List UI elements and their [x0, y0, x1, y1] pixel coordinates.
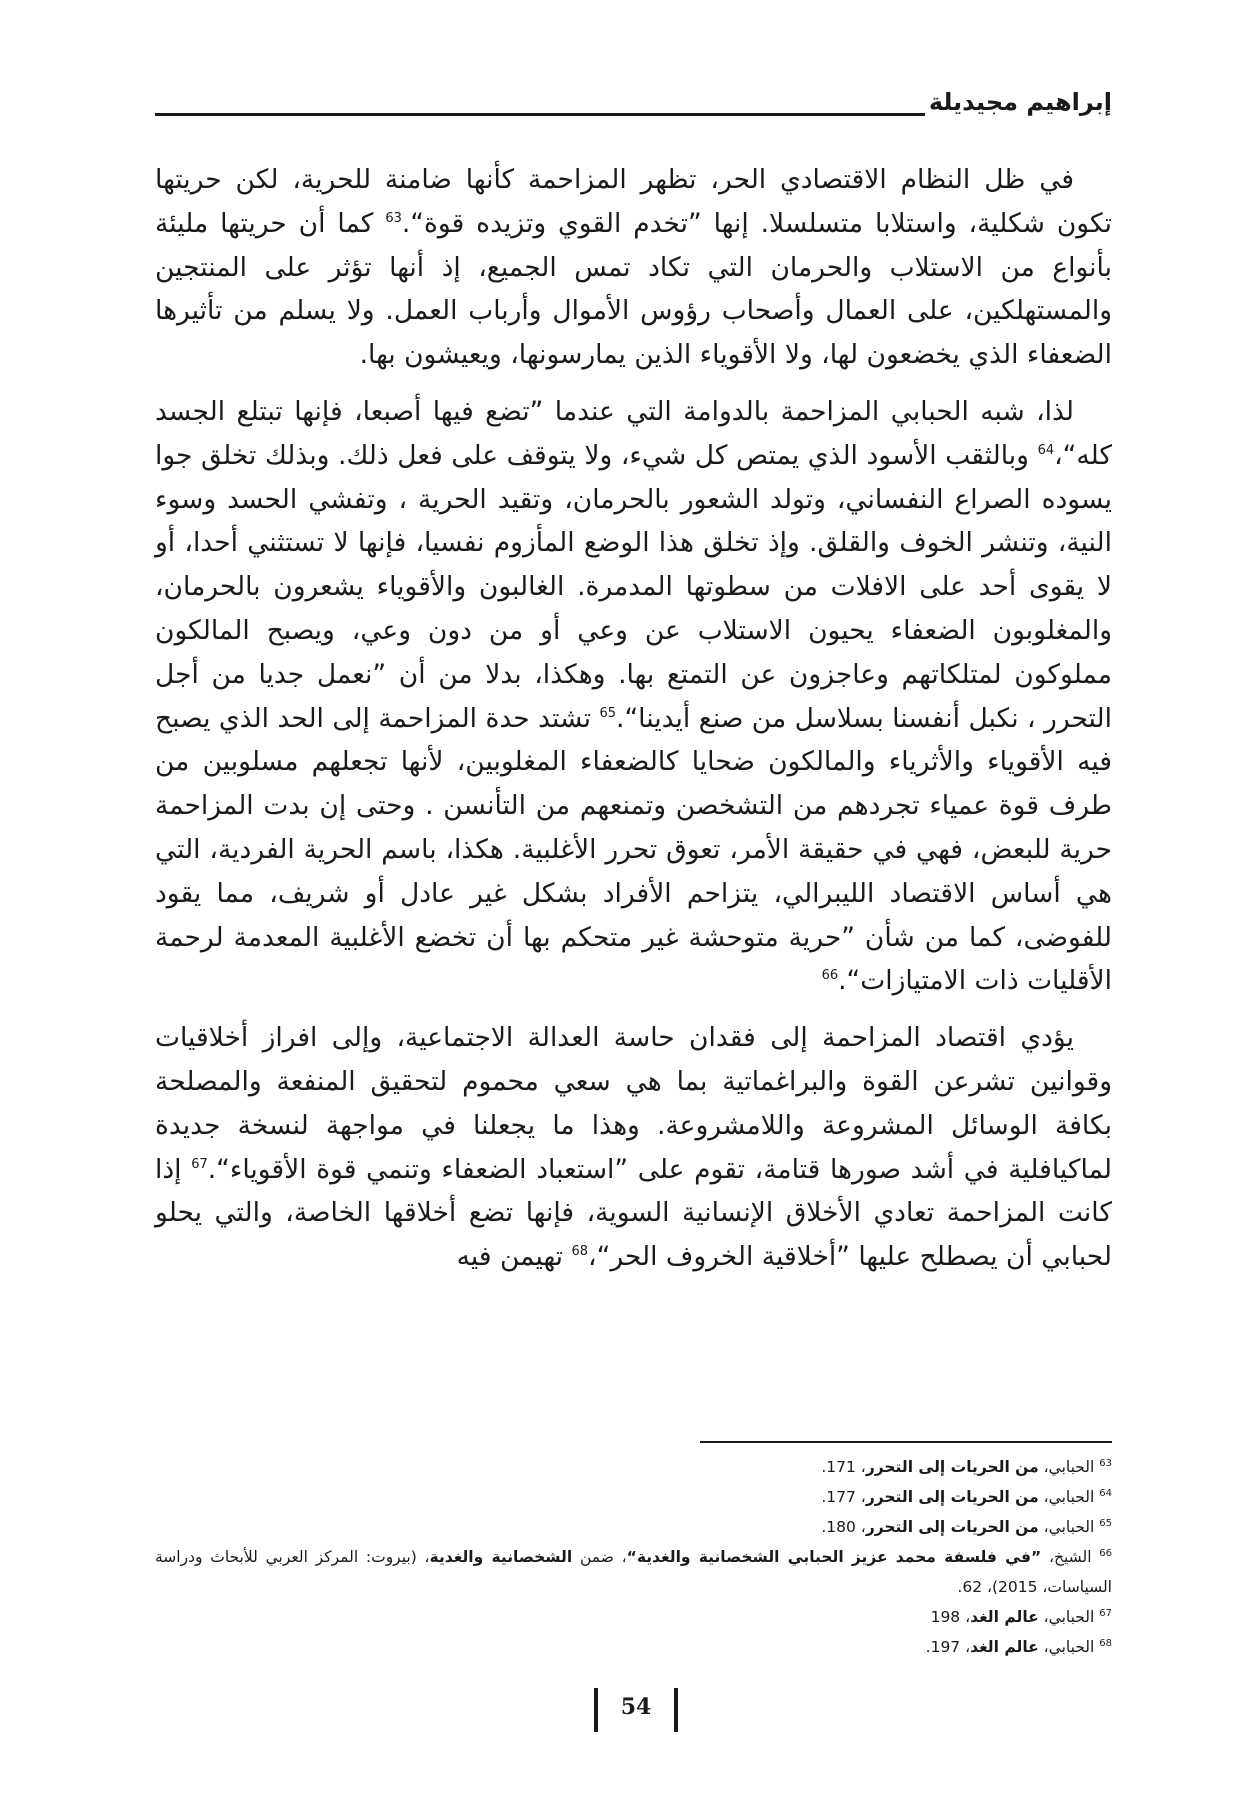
- paragraph-3-part-b: إذا كانت المزاحمة تعادي الأخلاق الإنسانية السوية، فإنها تضع أخلاقها الخاصة، والتي يحلو لحبابي أن يصطلح عليها ”أخلاقية الخروف الحر“،: [155, 1153, 1112, 1273]
- footnote-title: من الحريات إلى التحرر: [865, 1518, 1039, 1536]
- footnote-ref-67[interactable]: 67: [191, 1156, 208, 1172]
- footnote-title: عالم الغد: [970, 1608, 1039, 1626]
- footnote-64: [155, 1482, 1112, 1512]
- paragraph-3: [155, 1016, 1112, 1279]
- running-header: [155, 88, 1112, 116]
- footnote-page: ، 198: [930, 1608, 971, 1626]
- main-text: [155, 158, 1112, 1292]
- footnote-author: الحبابي،: [1038, 1488, 1100, 1506]
- footnote-ref-65[interactable]: 65: [599, 705, 617, 721]
- paragraph-2-part-a: لذا، شبه الحبابي المزاحمة بالدوامة التي عندما ”تضع فيها أصبعا، فإنها تبتلع الجسد كله“،: [155, 395, 1112, 471]
- footnote-title: عالم الغد: [970, 1638, 1039, 1656]
- paragraph-1: [155, 158, 1112, 377]
- footnote-number: 67: [1099, 1607, 1112, 1619]
- header-author-name: إبراهيم مجيديلة: [925, 88, 1112, 116]
- footnote-publication: ، (بيروت: المركز العربي للأبحاث ودراسة السياسات، 2015)، 62.: [155, 1548, 1112, 1596]
- footnote-number: 68: [1099, 1637, 1112, 1649]
- footnote-title: من الحريات إلى التحرر: [865, 1458, 1039, 1476]
- footnote-ref-66[interactable]: 66: [821, 968, 839, 984]
- footnote-author: الحبابي،: [1038, 1458, 1100, 1476]
- footnote-number: 64: [1099, 1487, 1112, 1499]
- footnote-67: [155, 1602, 1112, 1632]
- paragraph-1-part-b: كما أن حريتها مليئة بأنواع من الاستلاب والحرمان التي تكاد تمس الجميع، إذ أنها تؤثر على المنتجين والمستهلكين، على العمال وأصحاب رؤوس الأموال وأرباب العمل. ولا يسلم من تأثيرها الضعفاء الذي يخضعون لها، ولا الأقوياء الذين يمارسونها، ويعيشون بها.: [155, 207, 1112, 371]
- footnote-within: ، ضمن: [572, 1548, 627, 1566]
- footnote-number: 63: [1099, 1457, 1112, 1469]
- footnote-page: ، 180.: [821, 1518, 866, 1536]
- paragraph-1-part-a: في ظل النظام الاقتصادي الحر، تظهر المزاحمة كأنها ضامنة للحرية، لكن حريتها تكون شكلية، واستلابا متسلسلا. إنها ”تخدم القوي وتزيده قوة“.: [155, 164, 1112, 239]
- footnote-author: الشيخ،: [1041, 1548, 1100, 1566]
- paragraph-2-part-b: وبالثقب الأسود الذي يمتص كل شيء، ولا يتوقف على فعل ذلك. وبذلك تخلق جوا يسوده الصراع النفساني، وتولد الشعور بالحرمان، وتقيد الحرية ، وتفشي الحسد وسوء النية، وتنشر الخوف والقلق. وإذ تخلق هذا الوضع المأزوم نفسيا، فإنها لا تستثني أحدا، أو لا يقوى أحد على الافلات من سطوتها المدمرة. الغالبون والأقوياء يشعرون بالحرمان، والمغلوبون الضعفاء يحيون الاستلاب عن وعي أو من دون وعي، ويصبح المالكون مملوكون لمتلكاتهم وعاجزون عن التمتع بها. وهكذا، بدلا من أن ”نعمل جديا من أجل التحرر ، نكبل أنفسنا بسلاسل من صنع أيدينا“.: [155, 439, 1112, 734]
- footnote-author: الحبابي،: [1038, 1518, 1100, 1536]
- footnote-68: [155, 1632, 1112, 1662]
- paragraph-3-part-a: يؤدي اقتصاد المزاحمة إلى فقدان حاسة العدالة الاجتماعية، وإلى افراز أخلاقيات وقوانين تشرعن القوة والبراغماتية بما هي سعي محموم لتحقيق المنفعة والمصلحة بكافة الوسائل المشروعة واللامشروعة. وهذا ما يجعلنا في مواجهة لنسخة جديدة لماكيافلية في أشد صورها قتامة، تقوم على ”استعباد الضعفاء وتنمي قوة الأقوياء“.: [155, 1022, 1113, 1185]
- footnotes: [155, 1452, 1112, 1662]
- page-number: 54: [620, 1694, 652, 1720]
- paragraph-3-part-c: تهيمن فيه: [456, 1241, 572, 1273]
- footnote-number: 65: [1099, 1517, 1112, 1529]
- footnote-book-title: الشخصانية والغدية: [429, 1548, 573, 1566]
- footnote-65: [155, 1512, 1112, 1542]
- footnote-page: ، 177.: [821, 1488, 866, 1506]
- footnote-63: [155, 1452, 1112, 1482]
- footnote-page: ، 197.: [925, 1638, 971, 1656]
- footnote-page: ، 171.: [821, 1458, 866, 1476]
- paragraph-2: [155, 390, 1112, 1003]
- footnote-title: من الحريات إلى التحرر: [865, 1488, 1039, 1506]
- footnote-separator: [700, 1441, 1112, 1443]
- footnote-author: الحبابي،: [1038, 1608, 1100, 1626]
- footnote-ref-64[interactable]: 64: [1037, 442, 1055, 458]
- footnote-number: 66: [1099, 1547, 1112, 1559]
- page-number-block: [594, 1688, 678, 1732]
- footnote-title: ”في فلسفة محمد عزيز الحبابي الشخصانية والغدية“: [626, 1548, 1042, 1566]
- footnote-66: [155, 1542, 1112, 1602]
- page-number-right-bar: [674, 1688, 678, 1732]
- footnote-author: الحبابي،: [1038, 1638, 1100, 1656]
- footnote-ref-68[interactable]: 68: [571, 1244, 589, 1260]
- footnote-ref-63[interactable]: 63: [385, 210, 402, 226]
- paragraph-2-part-c: تشتد حدة المزاحمة إلى الحد الذي يصبح فيه الأقوياء والأثرياء والمالكون ضحايا كالضعفاء المغلوبين، لأنها تجعلهم مسلوبين من طرف قوة عمياء تجردهم من التشخصن وتمنعهم من التأنسن . وحتى إن بدت المزاحمة حرية للبعض، فهي في حقيقة الأمر، تعوق تحرر الأغلبية. هكذا، باسم الحرية الفردية، التي هي أساس الاقتصاد الليبرالي، يتزاحم الأفراد بشكل غير عادل أو شريف، مما يقود للفوضى، كما من شأن ”حرية متوحشة غير متحكم بها أن تخضع الأغلبية المعدمة لرحمة الأقليات ذات الامتيازات“.: [155, 702, 1112, 997]
